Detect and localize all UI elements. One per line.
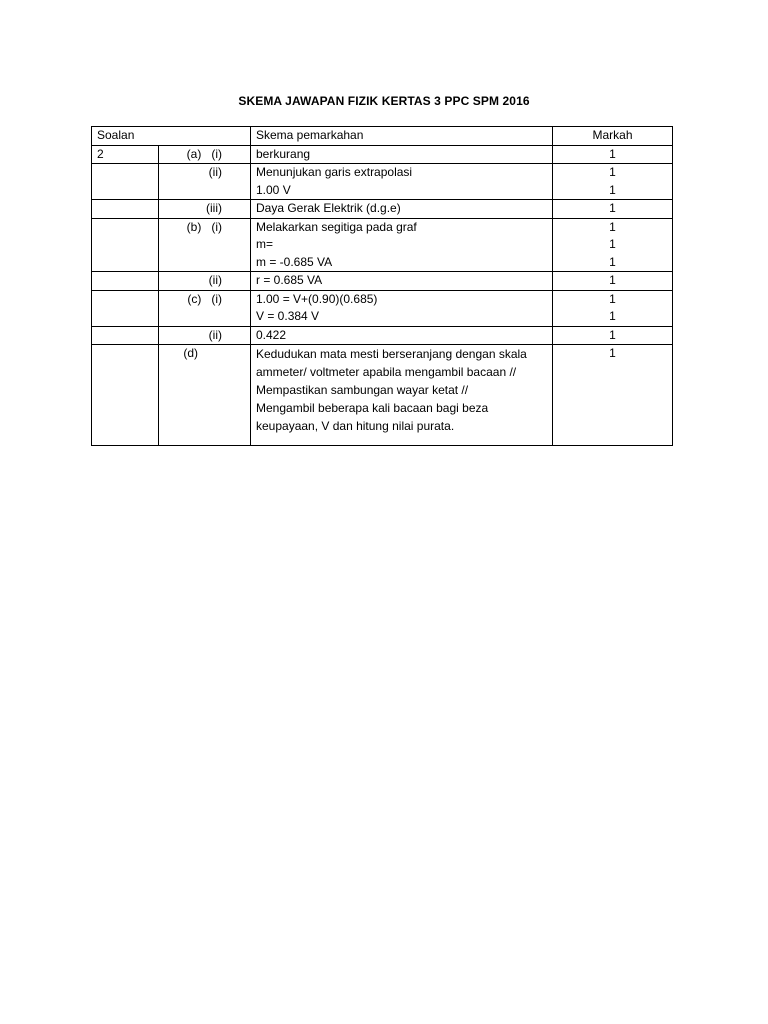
mark-value: 1 xyxy=(609,346,616,360)
mark-value: 1 xyxy=(609,309,616,323)
table-row xyxy=(92,290,673,326)
question-part: (a) (i) xyxy=(159,145,251,164)
answer-cell xyxy=(251,218,553,272)
header-skema: Skema pemarkahan xyxy=(251,127,553,146)
marks-cell xyxy=(553,345,673,446)
answer-line: Menunjukan garis extrapolasi xyxy=(256,165,413,179)
question-part: (b) (i) xyxy=(159,218,251,272)
answer-line: berkurang xyxy=(256,146,311,161)
table-row xyxy=(92,345,673,446)
table-row xyxy=(92,145,673,164)
question-part: (ii) xyxy=(159,326,251,345)
marks-cell xyxy=(553,164,673,200)
mark-value: 1 xyxy=(609,291,616,306)
answer-line: m= xyxy=(256,237,274,251)
marks-cell xyxy=(553,218,673,272)
answer-line: V = 0.384 V xyxy=(256,309,320,323)
answer-line: 0.422 xyxy=(256,327,287,342)
answer-cell xyxy=(251,164,553,200)
answer-line: m = -0.685 VA xyxy=(256,254,333,269)
answer-line: Daya Gerak Elektrik (d.g.e) xyxy=(256,201,401,215)
question-number xyxy=(92,345,159,446)
answer-cell xyxy=(251,200,553,219)
answer-line: Melakarkan segitiga pada graf xyxy=(256,219,417,234)
answer-line: r = 0.685 VA xyxy=(256,273,323,287)
question-number xyxy=(92,290,159,326)
mark-value: 1 xyxy=(609,327,616,342)
question-part: (ii) xyxy=(159,164,251,200)
mark-value: 1 xyxy=(609,201,616,215)
mark-value: 1 xyxy=(609,254,616,269)
header-markah: Markah xyxy=(553,127,673,146)
table-row xyxy=(92,272,673,291)
table-row xyxy=(92,164,673,200)
mark-value: 1 xyxy=(609,146,616,161)
marks-cell xyxy=(553,326,673,345)
table-row xyxy=(92,326,673,345)
answer-line: Mengambil beberapa kali bacaan bagi beza xyxy=(256,401,489,415)
marks-cell xyxy=(553,145,673,164)
answer-cell xyxy=(251,345,553,446)
answer-cell xyxy=(251,272,553,291)
table-header-row xyxy=(92,127,673,146)
question-part: (ii) xyxy=(159,272,251,291)
marks-cell xyxy=(553,290,673,326)
answer-line: Mempastikan sambungan wayar ketat // xyxy=(256,383,469,397)
question-part: (c) (i) xyxy=(159,290,251,326)
question-number xyxy=(92,326,159,345)
answer-cell xyxy=(251,290,553,326)
answer-line: ammeter/ voltmeter apabila mengambil bacaan // xyxy=(256,365,517,379)
table-row xyxy=(92,200,673,219)
mark-value: 1 xyxy=(609,237,616,251)
question-number xyxy=(92,218,159,272)
answer-line: 1.00 = V+(0.90)(0.685) xyxy=(256,291,378,306)
question-part: (iii) xyxy=(159,200,251,219)
question-number xyxy=(92,272,159,291)
marking-scheme-table xyxy=(91,126,673,446)
document-title: SKEMA JAWAPAN FIZIK KERTAS 3 PPC SPM 2016 xyxy=(238,94,530,108)
answer-cell xyxy=(251,145,553,164)
question-part: (d) xyxy=(159,345,251,446)
mark-value: 1 xyxy=(609,219,616,234)
answer-line: keupayaan, V dan hitung nilai purata. xyxy=(256,419,455,433)
question-number: 2 xyxy=(92,145,159,164)
answer-cell xyxy=(251,326,553,345)
answer-line: Kedudukan mata mesti berseranjang dengan skala xyxy=(256,347,527,361)
table-row xyxy=(92,218,673,272)
question-number xyxy=(92,200,159,219)
mark-value: 1 xyxy=(609,165,616,179)
marks-cell xyxy=(553,272,673,291)
question-number xyxy=(92,164,159,200)
mark-value: 1 xyxy=(609,182,616,197)
header-soalan: Soalan xyxy=(92,127,251,146)
mark-value: 1 xyxy=(609,273,616,287)
answer-line: 1.00 V xyxy=(256,182,291,197)
marks-cell xyxy=(553,200,673,219)
